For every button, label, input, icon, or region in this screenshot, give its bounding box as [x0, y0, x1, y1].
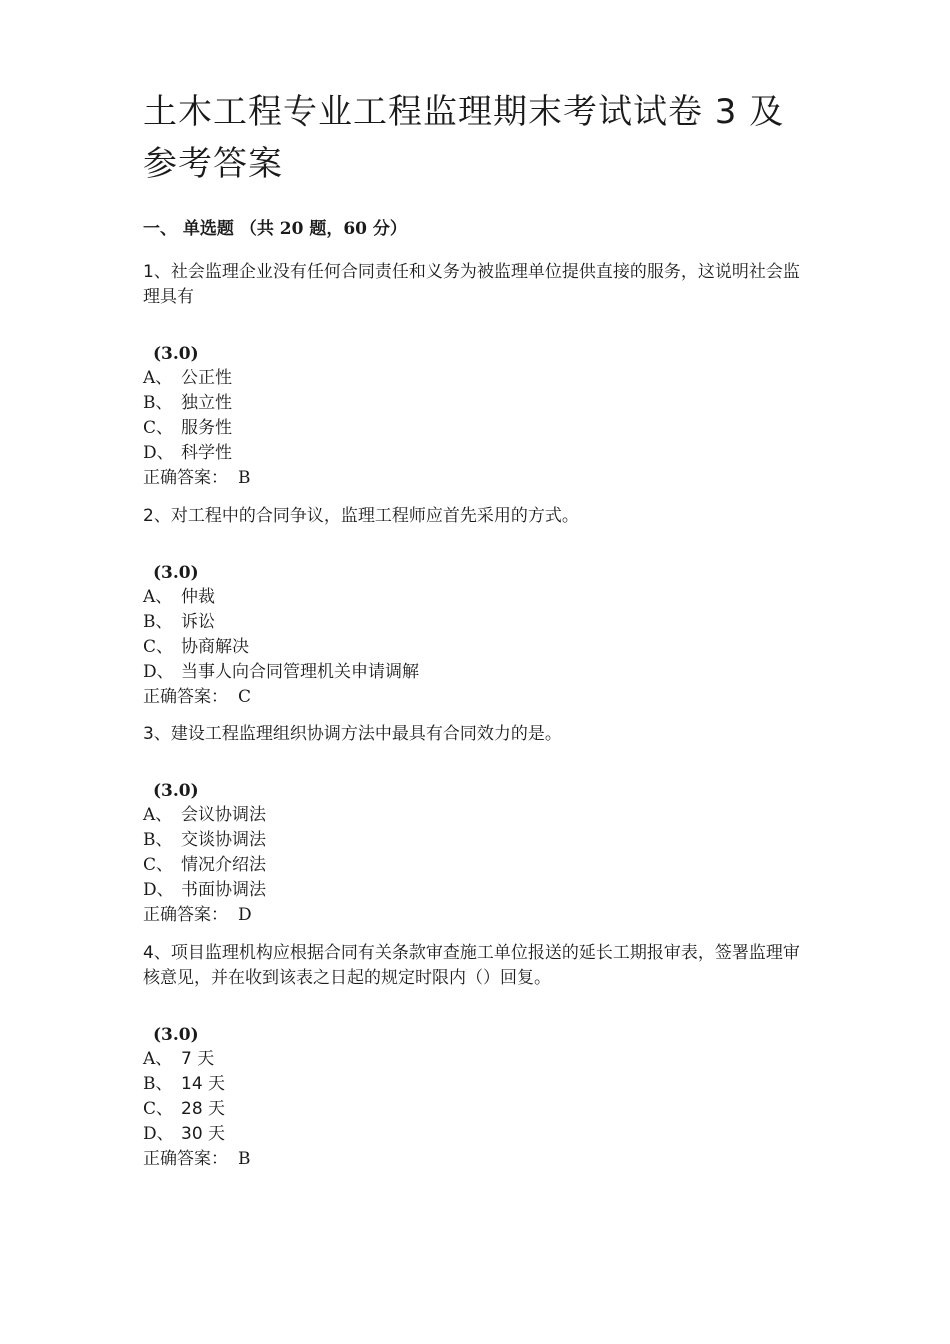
option-letter: B、: [143, 830, 173, 850]
option-letter: D、: [143, 443, 174, 463]
option-b: [143, 828, 813, 853]
question-2: [143, 504, 813, 710]
option-c: [143, 635, 813, 660]
option-letter: A、: [143, 1049, 173, 1069]
option-text: 协商解决: [181, 637, 249, 657]
question-4: [143, 941, 813, 1172]
option-text: 书面协调法: [181, 880, 266, 900]
option-letter: D、: [143, 1124, 174, 1144]
option-text: 7 天: [181, 1049, 215, 1069]
option-text: 28 天: [181, 1099, 226, 1119]
option-c: [143, 1097, 813, 1122]
option-text: 诉讼: [181, 612, 215, 632]
correct-answer: [143, 685, 813, 710]
option-b: [143, 610, 813, 635]
option-text: 独立性: [181, 393, 232, 413]
option-text: 情况介绍法: [181, 855, 266, 875]
option-letter: D、: [143, 880, 174, 900]
option-letter: A、: [143, 805, 173, 825]
question-stem: 2、对工程中的合同争议，监理工程师应首先采用的方式。: [143, 506, 579, 526]
option-letter: A、: [143, 587, 173, 607]
section-heading: 一、 单选题 （共 20 题，60 分）: [143, 219, 407, 239]
answer-value: B: [238, 1149, 251, 1169]
option-letter: B、: [143, 393, 173, 413]
option-d: [143, 441, 813, 466]
option-a: [143, 803, 813, 828]
option-d: [143, 878, 813, 903]
correct-answer: [143, 903, 813, 928]
option-a: [143, 1047, 813, 1072]
option-letter: B、: [143, 1074, 173, 1094]
option-d: [143, 660, 813, 685]
question-score: (3.0): [153, 563, 199, 583]
question-stem: 1、社会监理企业没有任何合同责任和义务为被监理单位提供直接的服务，这说明社会监理具有: [143, 262, 800, 307]
option-text: 14 天: [181, 1074, 226, 1094]
option-text: 会议协调法: [181, 805, 266, 825]
option-letter: D、: [143, 662, 174, 682]
answer-label: 正确答案：: [143, 1149, 228, 1169]
answer-label: 正确答案：: [143, 687, 228, 707]
option-c: [143, 416, 813, 441]
answer-value: D: [238, 905, 252, 925]
answer-value: C: [238, 687, 252, 707]
option-b: [143, 1072, 813, 1097]
option-text: 仲裁: [181, 587, 215, 607]
question-1: [143, 260, 813, 491]
option-a: [143, 585, 813, 610]
answer-label: 正确答案：: [143, 905, 228, 925]
correct-answer: [143, 1147, 813, 1172]
document-title: 土木工程专业工程监理期末考试试卷 3 及参考答案: [143, 92, 785, 184]
question-score: (3.0): [153, 781, 199, 801]
option-b: [143, 391, 813, 416]
question-score: (3.0): [153, 344, 199, 364]
option-letter: C、: [143, 418, 174, 438]
answer-value: B: [238, 468, 251, 488]
question-stem: 3、建设工程监理组织协调方法中最具有合同效力的是。: [143, 724, 562, 744]
option-text: 交谈协调法: [181, 830, 266, 850]
question-stem: 4、项目监理机构应根据合同有关条款审查施工单位报送的延长工期报审表，签署监理审核意见，并在收到该表之日起的规定时限内（）回复。: [143, 943, 800, 988]
option-letter: C、: [143, 1099, 174, 1119]
option-letter: A、: [143, 368, 173, 388]
option-text: 公正性: [181, 368, 232, 388]
option-letter: B、: [143, 612, 173, 632]
option-a: [143, 366, 813, 391]
option-letter: C、: [143, 637, 174, 657]
option-letter: C、: [143, 855, 174, 875]
option-d: [143, 1122, 813, 1147]
option-text: 科学性: [181, 443, 232, 463]
option-c: [143, 853, 813, 878]
option-text: 服务性: [181, 418, 232, 438]
correct-answer: [143, 466, 813, 491]
answer-label: 正确答案：: [143, 468, 228, 488]
question-score: (3.0): [153, 1025, 199, 1045]
option-text: 当事人向合同管理机关申请调解: [181, 662, 419, 682]
question-3: [143, 722, 813, 928]
option-text: 30 天: [181, 1124, 226, 1144]
